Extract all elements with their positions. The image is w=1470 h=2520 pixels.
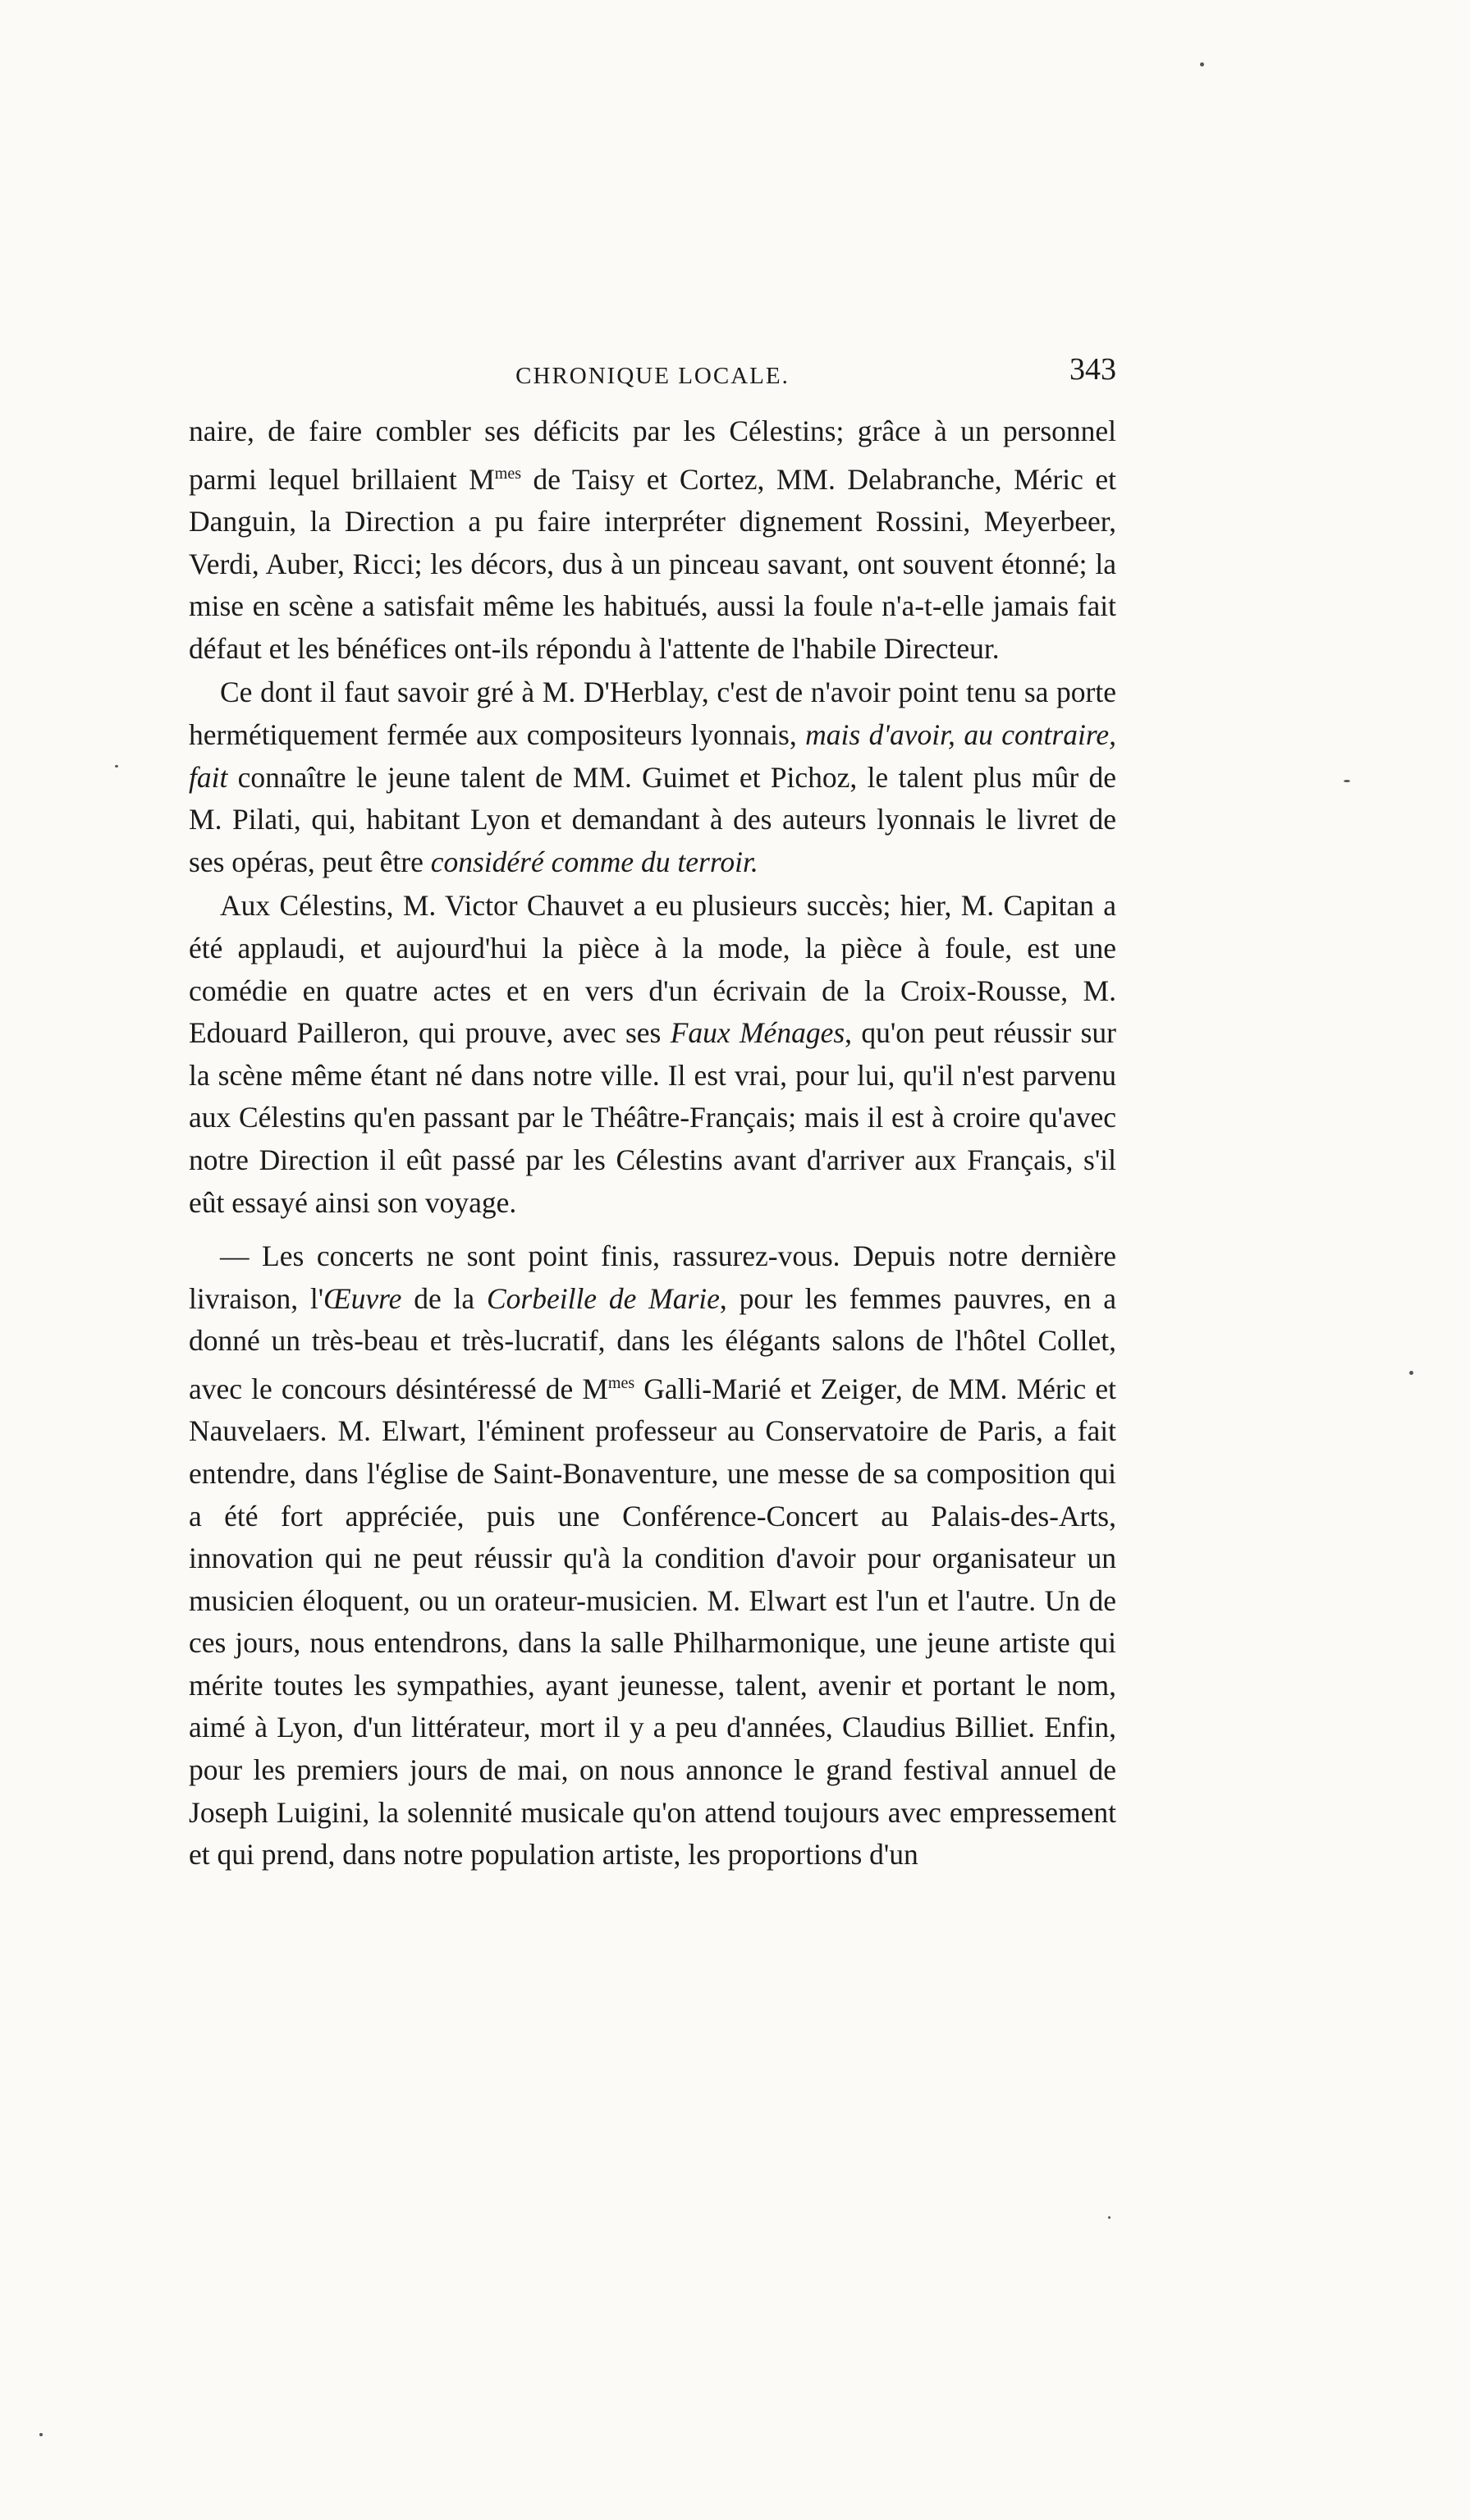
scan-speck (115, 765, 118, 767)
page-number: 343 (1069, 352, 1116, 387)
body-text (189, 410, 1116, 1878)
superscript: mes (607, 1373, 635, 1392)
text-run: connaître le jeune talent de MM. Guimet et Pichoz, le talent plus mûr de M. Pilati, qui, habitant Lyon et demandant à des auteurs lyonnais le livret de ses opéras, peut être (189, 760, 1116, 878)
text-run: de Taisy et Cortez, MM. Delabranche, Méric et Danguin, la Direction a pu faire interpréter dignement Rossini, Meyerbeer, Verdi, Auber, Ricci; les décors, dus à un pinceau savant, ont souvent étonné; la mise en scène a satisfait même les habitués, aussi la foule n'a-t-elle jamais fait défaut et les bénéfices ont-ils répondu à l'attente de l'habile Directeur. (189, 462, 1116, 665)
text-run: Aux Célestins, M. Victor Chauvet a eu plusieurs succès; hier, M. Capitan a été applaudi, et aujourd'hui la pièce à la mode, la pièce à foule, est une comédie en quatre actes et en vers d'un écrivain de la Croix-Rousse, M. Edouard Pailleron, qui prouve, avec ses (189, 889, 1116, 1050)
text-run: — Les concerts ne sont point finis, rassurez-vous. Depuis notre dernière livraison, l' (189, 1239, 1116, 1315)
text-run: Galli-Marié et Zeiger, de MM. Méric et Nauvelaers. M. Elwart, l'éminent professeur au Conservatoire de Paris, a fait entendre, dans l'église de Saint-Bonaventure, une messe de sa composition qui a été fort appréciée, puis une Conférence-Concert au Palais-des-Arts, innovation qui ne peut réussir qu'à la condition d'avoir pour organisateur un musicien éloquent, ou un orateur-musicien. M. Elwart est l'un et l'autre. Un de ces jours, nous entendrons, dans la salle Philharmonique, une jeune artiste qui mérite toutes les sympathies, ayant jeunesse, talent, avenir et portant le nom, aimé à Lyon, d'un littérateur, mort il y a peu d'années, Claudius Billiet. Enfin, pour les premiers jours de mai, on nous annonce le grand festival annuel de Joseph Luigini, la solennité musicale qu'on attend toujours avec empressement et qui prend, dans notre population artiste, les proportions d'un (189, 1372, 1116, 1872)
paragraph-3 (189, 885, 1116, 1224)
italic-run: mais d'avoir, au contraire, fait (189, 717, 1116, 794)
running-title: CHRONIQUE LOCALE. (515, 363, 790, 389)
text-run: Ce dont il faut savoir gré à M. D'Herblay, c'est de n'avoir point tenu sa porte hermétiquement fermée aux compositeurs lyonnais, (189, 676, 1116, 751)
text-run: naire, de faire combler ses déficits par les Célestins; grâce à un personnel parmi lequel brillaient M (189, 415, 1116, 496)
paragraph-2 (189, 671, 1116, 883)
paragraph-4 (189, 1235, 1116, 1876)
italic-run: Corbeille de Marie (486, 1281, 720, 1315)
scan-speck (1108, 2216, 1111, 2219)
scan-speck (1409, 1371, 1413, 1375)
text-run: de la (401, 1281, 487, 1315)
text-run: , pour les femmes pauvres, en a donné un très-beau et très-lucratif, dans les élégants salons de l'hôtel Collet, avec le concours désintéressé de M (189, 1281, 1116, 1405)
text-run: , qu'on peut réussir sur la scène même étant né dans notre ville. Il est vrai, pour lui, qu'il n'est parvenu aux Célestins qu'en passant par le Théâtre-Français; mais il est à croire qu'avec notre Direction il eût passé par les Célestins avant d'arriver aux Français, s'il eût essayé ainsi son voyage. (189, 1016, 1116, 1219)
italic-run: considéré comme du terroir. (430, 845, 758, 878)
scan-speck (1344, 780, 1350, 782)
page-header (189, 351, 1116, 401)
scan-speck (1200, 62, 1204, 66)
paragraph-1 (189, 410, 1116, 670)
scan-speck (39, 2433, 43, 2436)
italic-run: Faux Ménages (670, 1016, 845, 1050)
superscript: mes (494, 464, 521, 483)
italic-run: Œuvre (323, 1281, 402, 1315)
